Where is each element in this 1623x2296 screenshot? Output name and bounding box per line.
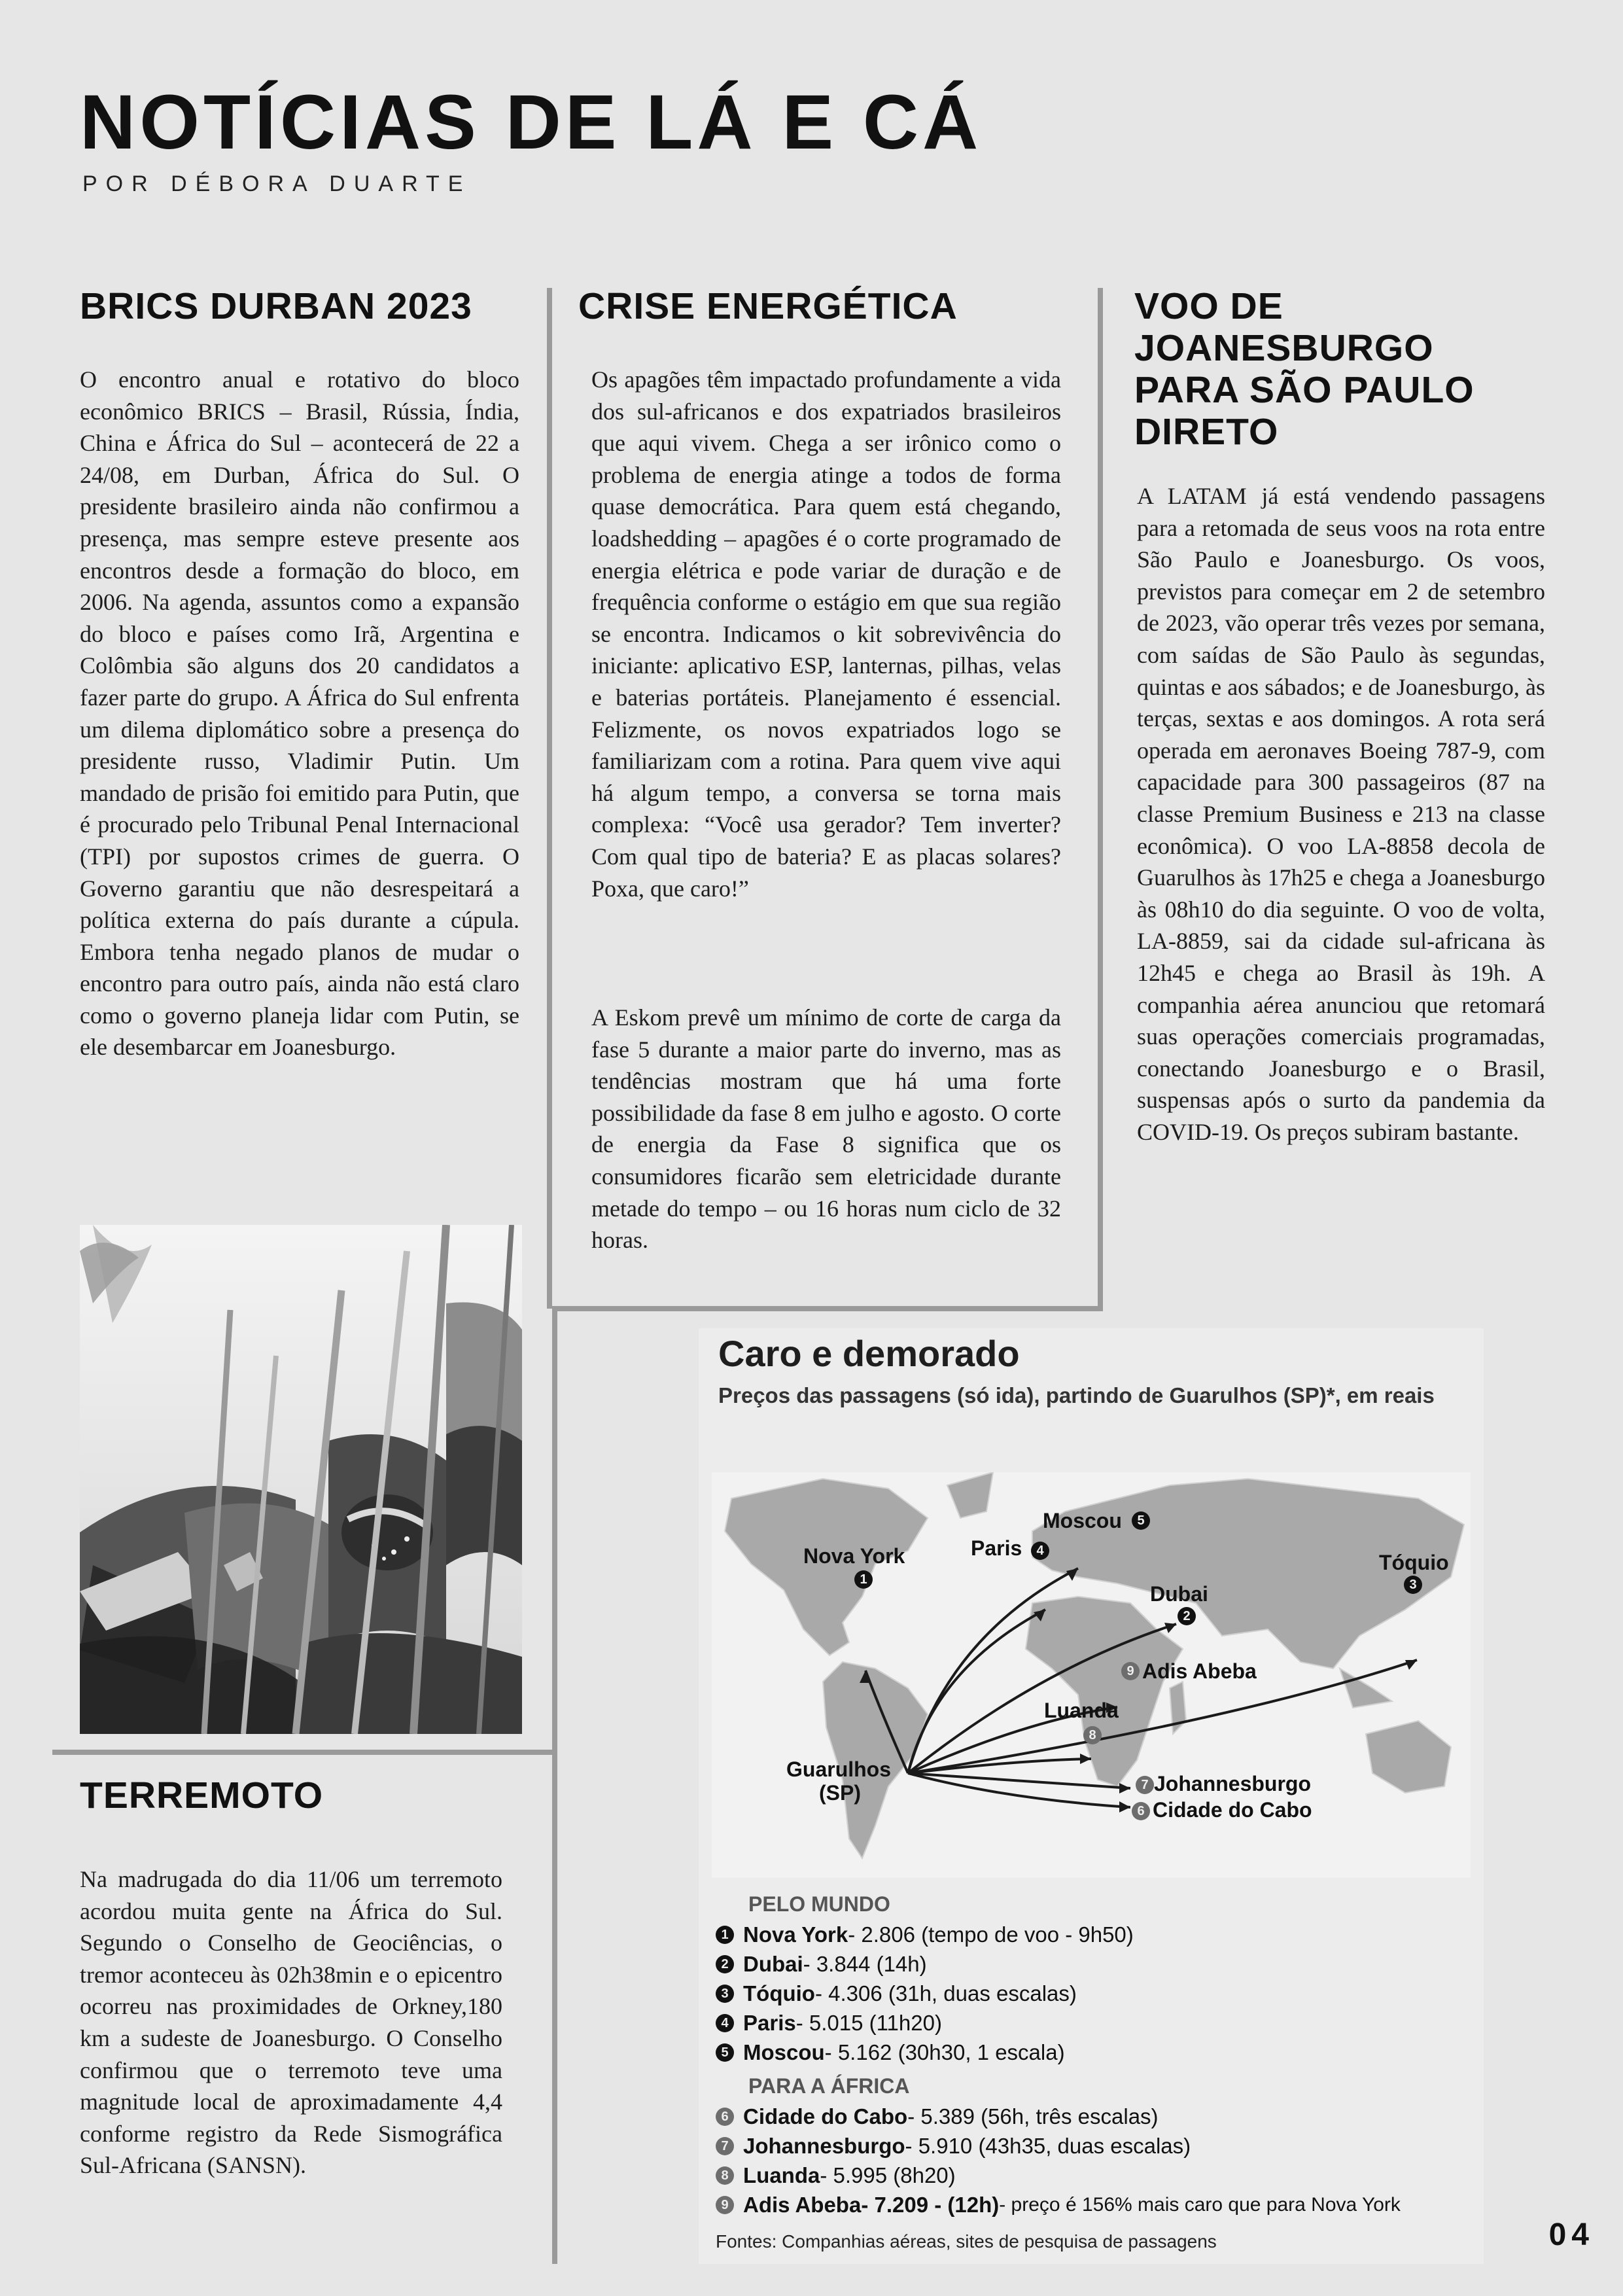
route-map-graphic [712, 1472, 1471, 1878]
legend-item: 1 Nova York - 2.806 (tempo de voo - 9h50) [716, 1920, 1134, 1949]
map-label-luanda: Luanda [1044, 1699, 1119, 1722]
infographic-sources: Fontes: Companhias aéreas, sites de pesquisa de passagens [716, 2231, 1217, 2252]
legend-world-list [716, 1920, 1134, 2067]
flags-photo [80, 1225, 522, 1734]
route-map [712, 1472, 1471, 1878]
crise-body-paragraph-1: Os apagões têm impactado profundamente a vida dos sul-africanos e dos expatriados brasileiros que aqui vivem. Chega a ser irônico como o problema de energia atinge a todos de forma quase democrática. Para quem está chegando, loadshedding – apagões é o corte programado de energia elétrica e pode variar de duração e de frequência conforme o estágio em que sua região se encontra. Indicamos o kit sobrevivência do iniciante: aplicativo ESP, lanternas, pilhas, velas e baterias portáteis. Planejamento é essencial. Felizmente, os novos expatriados logo se familiarizam com a rotina. Para quem vive aqui há algum tempo, a conversa se torna mais complexa: “Você usa gerador? Tem inverter? Com qual tipo de bateria? E as placas solares? Poxa, que caro!” [591, 366, 1061, 902]
page-title: NOTÍCIAS DE LÁ E CÁ [80, 79, 983, 166]
map-badge-6: 6 [1132, 1802, 1159, 1820]
terremoto-body: Na madrugada do dia 11/06 um terremoto acordou muita gente na África do Sul. Segundo o Conselho de Geociências, o tremor aconteceu às 02h38min e o epicentro ocorreu nas proximidades de Orkney,180 km a sudeste de Joanesburgo. O Conselho confirmou que o terremoto teve uma magnitude local de aproximadamente 4,4 conforme registro da Rede Sismográfica Sul-Africana (SANSN). [80, 1866, 502, 2179]
map-label-origin [786, 1757, 891, 1805]
legend-world-heading: PELO MUNDO [748, 1892, 890, 1916]
legend-item: 4 Paris - 5.015 (11h20) [716, 2008, 1134, 2038]
map-badge-8: 8 [1083, 1726, 1111, 1744]
section-divider-terremoto [52, 1750, 552, 1755]
column-divider-left [547, 288, 552, 1309]
crise-body-paragraph-2: A Eskom prevê um mínimo de corte de carga da fase 5 durante a maior parte do inverno, mas as tendências mostram que há uma forte possibilidade da fase 8 em julho e agosto. O corte de energia da Fase 8 significa que os consumidores ficarão sem eletricidade durante metade do tempo – ou 16 horas num ciclo de 32 horas. [591, 1004, 1061, 1254]
map-badge-4: 4 [1031, 1542, 1058, 1560]
map-label-toquio: Tóquio [1379, 1551, 1449, 1574]
map-badge-3: 3 [1404, 1576, 1431, 1594]
map-badge-9: 9 [1121, 1662, 1149, 1680]
flags-photo-graphic [80, 1225, 522, 1734]
page-number: 04 [1548, 2217, 1594, 2252]
brics-heading: BRICS DURBAN 2023 [80, 285, 472, 327]
voo-body: A LATAM já está vendendo passagens para a retomada de seus voos na rota entre São Paulo e Joanesburgo. Os voos, previstos para começar em 2 de setembro de 2023, vão operar três vezes por semana, com saídas de São Paulo às segundas, quintas e aos sábados; e de Joanesburgo, às terças, sextas e aos domingos. A rota será operada em aeronaves Boeing 787-9, com capacidade para 300 passageiros (87 na classe Premium Business e 213 na classe econômica). O voo LA-8858 decola de Guarulhos às 17h25 e chega a Joanesburgo às 08h10 do dia seguinte. O voo de volta, LA-8859, sai da cidade sul-africana às 12h45 e chega ao Brasil às 19h. A companhia aérea anunciou que retomará suas operações comerciais programadas, conectando Joanesburgo e o Brasil, suspensas após o surto da pandemia da COVID-19. Os preços subiram bastante. [1137, 483, 1545, 1145]
map-label-cidade-do-cabo: Cidade do Cabo [1153, 1798, 1312, 1822]
price-infographic [699, 1328, 1484, 2264]
infographic-subtitle: Preços das passagens (só ida), partindo de Guarulhos (SP)*, em reais [718, 1383, 1435, 1407]
legend-item: 2 Dubai - 3.844 (14h) [716, 1949, 1134, 1979]
voo-heading: VOO DE JOANESBURGO PARA SÃO PAULO DIRETO [1134, 285, 1475, 453]
legend-item: 9 Adis Abeba - 7.209 - (12h) - preço é 156% mais caro que para Nova York [716, 2190, 1401, 2219]
legend-item: 6 Cidade do Cabo - 5.389 (56h, três escalas) [716, 2102, 1401, 2131]
terremoto-heading: TERREMOTO [80, 1775, 324, 1816]
map-label-johannesburgo: Johannesburgo [1154, 1772, 1312, 1795]
origin-state: (SP) [819, 1781, 861, 1805]
legend-item: 5 Moscou - 5.162 (30h30, 1 escala) [716, 2038, 1134, 2067]
map-badge-5: 5 [1132, 1511, 1159, 1530]
legend-africa-heading: PARA A ÁFRICA [748, 2074, 910, 2098]
map-badge-2: 2 [1178, 1607, 1205, 1625]
origin-city: Guarulhos [786, 1757, 892, 1781]
legend-item: 7 Johannesburgo - 5.910 (43h35, duas escalas) [716, 2131, 1401, 2161]
map-label-moscou: Moscou [1043, 1509, 1122, 1532]
brics-body: O encontro anual e rotativo do bloco econômico BRICS – Brasil, Rússia, Índia, China e África do Sul – acontecerá de 22 a 24/08, em Durban, África do Sul. O presidente brasileiro ainda não confirmou a presença, mas sempre esteve presente aos encontros desde a formação do bloco, em 2006. Na agenda, assuntos como a expansão do bloco e países como Irã, Argentina e Colômbia são alguns dos 20 candidatos a fazer parte do grupo. A África do Sul enfrenta um dilema diplomático sobre a presença do presidente russo, Vladimir Putin. Um mandado de prisão foi emitido para Putin, que é procurado pelo Tribunal Penal Internacional (TPI) por supostos crimes de guerra. O Governo garantiu que não desrespeitará a política externa do país durante a cúpula. Embora tenha negado planos de mudar o encontro para outro país, ainda não está claro como o governo planeja lidar com Putin, se ele desembarcar em Joanesburgo. [80, 366, 519, 1061]
section-divider-crise [552, 1306, 1102, 1311]
map-label-paris: Paris [971, 1536, 1022, 1560]
legend-item: 3 Tóquio - 4.306 (31h, duas escalas) [716, 1979, 1134, 2008]
map-label-nova-york: Nova York [803, 1544, 905, 1568]
column-divider-bottom [552, 1311, 557, 2264]
legend-item: 8 Luanda - 5.995 (8h20) [716, 2161, 1401, 2190]
infographic-title: Caro e demorado [718, 1333, 1020, 1374]
map-label-dubai: Dubai [1150, 1582, 1208, 1606]
map-badge-1: 1 [854, 1570, 882, 1589]
legend-africa-list [716, 2102, 1401, 2219]
map-badge-7: 7 [1136, 1776, 1163, 1794]
author-byline: POR DÉBORA DUARTE [82, 171, 472, 196]
column-divider-right [1098, 288, 1103, 1311]
crise-heading: CRISE ENERGÉTICA [578, 285, 958, 327]
map-label-adis-abeba: Adis Abeba [1142, 1659, 1257, 1683]
